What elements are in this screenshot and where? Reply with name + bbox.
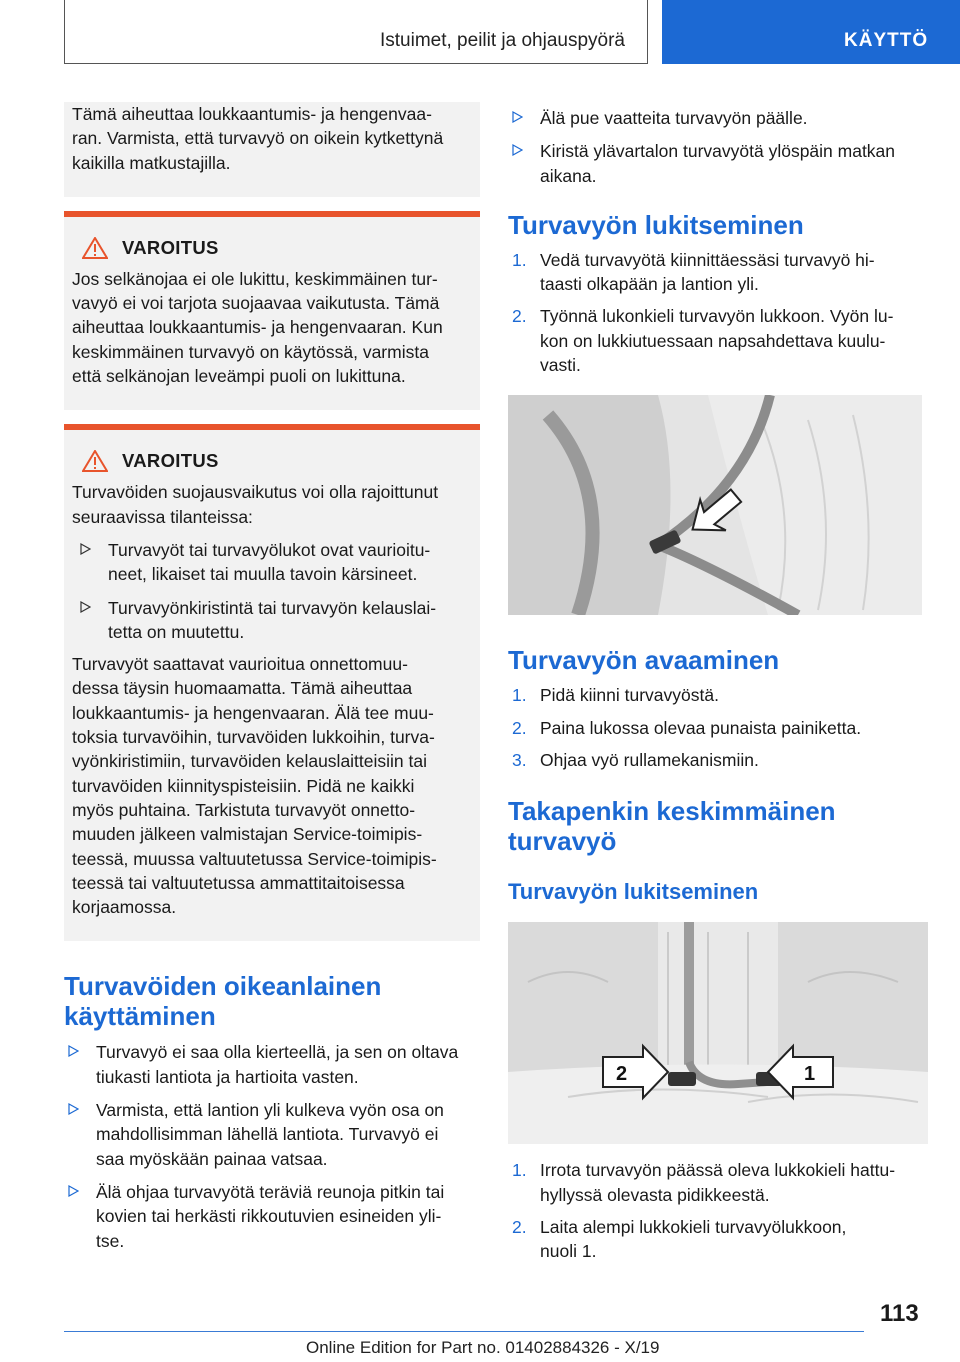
figure-label-1: 1 xyxy=(804,1063,816,1086)
bullet-line: Turvavyönkiristintä tai turvavyön kelauslai- xyxy=(108,597,437,618)
numbered-step xyxy=(508,716,930,740)
warning-body-line: korjaamossa. xyxy=(72,897,177,918)
warning-body-line: loukkaantumis- ja hengenvaaran. Älä tee muu- xyxy=(72,702,434,723)
bullet-line: kovien tai herkästi rikkoutuvien esineiden yli- xyxy=(96,1206,442,1227)
bullet-line: Varmista, että lantion yli kulkeva vyön osa on xyxy=(96,1100,444,1121)
bullet-line: aikana. xyxy=(540,165,597,186)
bullet-line: Turvavyöt tai turvavyölukot ovat vaurioitu- xyxy=(108,539,431,560)
step-number: 3. xyxy=(512,749,527,770)
step-line: Vedä turvavyötä kiinnittäessäsi turvavyö hi- xyxy=(540,249,875,270)
bullet-line: tse. xyxy=(96,1230,125,1251)
bullet-line: tiukasti lantiota ja hartioita vasten. xyxy=(96,1066,359,1087)
header-section-frame xyxy=(64,0,648,64)
numbered-step xyxy=(508,248,930,297)
list-item xyxy=(64,1098,480,1171)
seat-buckle-illustration xyxy=(508,395,922,615)
warning-body-line: dessa täysin huomaamatta. Tämä aiheuttaa xyxy=(72,678,413,699)
warning-body-line: teessä tai valtuutetussa ammattitaitoisessa xyxy=(72,872,405,893)
section-correct-use xyxy=(64,971,480,1252)
figure-label-2: 2 xyxy=(616,1063,628,1086)
left-column xyxy=(64,102,480,1253)
warning-header xyxy=(72,450,472,472)
bullet-triangle-icon xyxy=(80,543,91,555)
warning-triangle-icon xyxy=(82,450,108,472)
page-number: 113 xyxy=(880,1300,919,1327)
warning-body-line: vyönkiristimiin, turvavöiden kelauslaitteisiin tai xyxy=(72,751,428,772)
step-number: 2. xyxy=(512,1216,527,1237)
warning-title: VAROITUS xyxy=(122,236,219,258)
warning-line: vavyö ei voi tarjota suojaavaa vaikutusta. Tämä xyxy=(72,293,440,314)
step-line: Ohjaa vyö rullamekanismiin. xyxy=(540,749,759,770)
warning-line: aiheuttaa loukkaantumis- ja hengenvaaran. Kun xyxy=(72,317,443,338)
bullet-line: Turvavyö ei saa olla kierteellä, ja sen on oltava xyxy=(96,1042,459,1063)
subsection-heading: Turvavyön lukitseminen xyxy=(508,879,759,905)
step-number: 2. xyxy=(512,306,527,327)
warning-title: VAROITUS xyxy=(122,450,219,472)
numbered-step xyxy=(508,304,930,377)
step-number: 1. xyxy=(512,1160,527,1181)
bullet-triangle-icon xyxy=(512,111,523,123)
bullet-triangle-icon xyxy=(80,601,91,613)
list-item xyxy=(72,538,472,587)
heading-line: Takapenkin keskimmäinen xyxy=(508,796,836,827)
rear-belt-illustration xyxy=(508,922,928,1144)
box-line: kaikilla matkustajilla. xyxy=(72,152,231,173)
header-chapter-tab xyxy=(662,0,960,64)
header-chapter-title: KÄYTTÖ xyxy=(844,30,929,51)
figure-seat-buckle xyxy=(508,395,922,615)
bullet-line: tetta on muutettu. xyxy=(108,621,245,642)
warning-body-line: myös puhtaina. Tarkistuta turvavyöt onnetto- xyxy=(72,799,416,820)
warning-body-line: muuden jälkeen valmistajan Service-toimipis- xyxy=(72,824,423,845)
warning-box-seatbelt xyxy=(64,424,480,941)
numbered-step xyxy=(508,683,930,707)
step-line: hyllyssä olevasta pidikkeestä. xyxy=(540,1184,770,1205)
step-line: Paina lukossa olevaa punaista painiketta. xyxy=(540,717,862,738)
bullet-triangle-icon xyxy=(512,144,523,156)
step-line: kon on lukkiutuessaan napsahdettava kuulu- xyxy=(540,330,886,351)
step-number: 1. xyxy=(512,685,527,706)
section-heading-unfasten: Turvavyön avaaminen xyxy=(508,645,780,676)
step-line: taasti olkapään ja lantion yli. xyxy=(540,274,759,295)
warning-line: Jos selkänojaa ei ole lukittu, keskimmäinen tur- xyxy=(72,268,438,289)
footer-edition: Online Edition for Part no. 01402884326 - X/19 xyxy=(306,1338,660,1357)
section-heading xyxy=(64,971,480,1031)
list-item xyxy=(508,106,930,130)
heading-line: turvavyö xyxy=(508,826,617,857)
heading-line: Turvavöiden oikeanlainen xyxy=(64,971,382,1002)
warning-line: että selkänojan leveämpi puoli on lukittuna. xyxy=(72,366,406,387)
warning-body-line: toksia turvavöihin, turvavöiden lukkoihin, turva- xyxy=(72,727,435,748)
step-line: nuoli 1. xyxy=(540,1241,597,1262)
list-item xyxy=(72,596,472,645)
figure-rear-center-belt xyxy=(508,922,928,1144)
warning-body xyxy=(72,652,472,919)
bullet-line: neet, likaiset tai muulla tavoin kärsineet. xyxy=(108,564,418,585)
right-column xyxy=(508,102,930,1263)
list-item xyxy=(64,1040,480,1089)
warning-header xyxy=(72,237,472,259)
continued-warning-box xyxy=(64,102,480,197)
list-item xyxy=(508,139,930,188)
bullet-line: mahdollisimman lähellä lantiota. Turvavyö ei xyxy=(96,1124,439,1145)
step-line: Laita alempi lukkokieli turvavyölukkoon, xyxy=(540,1216,847,1237)
step-line: Irrota turvavyön päässä oleva lukkokieli hattu- xyxy=(540,1160,896,1181)
bullet-triangle-icon xyxy=(68,1185,79,1197)
warning-body-line: turvavöiden kiinnityspisteisiin. Pidä ne kaikki xyxy=(72,775,415,796)
section-heading-rear-center xyxy=(508,796,930,856)
bullet-triangle-icon xyxy=(68,1045,79,1057)
warning-line: keskimmäinen turvavyö on käytössä, varmista xyxy=(72,341,429,362)
bullet-line: Älä pue vaatteita turvavyön päälle. xyxy=(540,108,808,128)
step-line: vasti. xyxy=(540,355,581,376)
warning-intro-line: seuraavissa tilanteissa: xyxy=(72,506,253,527)
step-number: 2. xyxy=(512,717,527,738)
box-line: Tämä aiheuttaa loukkaantumis- ja hengenvaa- xyxy=(72,104,432,124)
header-section-title: Istuimet, peilit ja ohjauspyörä xyxy=(379,30,625,51)
warning-intro-line: Turvavöiden suojausvaikutus voi olla rajoittunut xyxy=(72,482,439,503)
warning-box-backrest xyxy=(64,211,480,410)
bullet-line: saa myöskään painaa vatsaa. xyxy=(96,1148,328,1169)
bullet-line: Kiristä ylävartalon turvavyötä ylöspäin matkan xyxy=(540,141,896,162)
warning-triangle-icon xyxy=(82,237,108,259)
bullet-triangle-icon xyxy=(68,1103,79,1115)
section-heading-fasten: Turvavyön lukitseminen xyxy=(508,209,804,240)
step-line: Pidä kiinni turvavyöstä. xyxy=(540,685,719,706)
numbered-step xyxy=(508,1215,930,1264)
list-item xyxy=(64,1180,480,1253)
heading-line: käyttäminen xyxy=(64,1001,216,1032)
warning-body-line: Turvavyöt saattavat vaurioitua onnettomuu- xyxy=(72,654,408,675)
warning-body-line: teessä, muussa valtuutetussa Service-toimipis- xyxy=(72,848,437,869)
footer-divider xyxy=(64,1331,864,1332)
box-line: ran. Varmista, että turvavyö on oikein kytkettynä xyxy=(72,128,444,149)
step-line: Työnnä lukonkieli turvavyön lukkoon. Vyön lu- xyxy=(540,306,894,327)
step-number: 1. xyxy=(512,249,527,270)
numbered-step xyxy=(508,748,930,772)
numbered-step xyxy=(508,1158,930,1207)
bullet-line: Älä ohjaa turvavyötä teräviä reunoja pitkin tai xyxy=(96,1181,445,1202)
